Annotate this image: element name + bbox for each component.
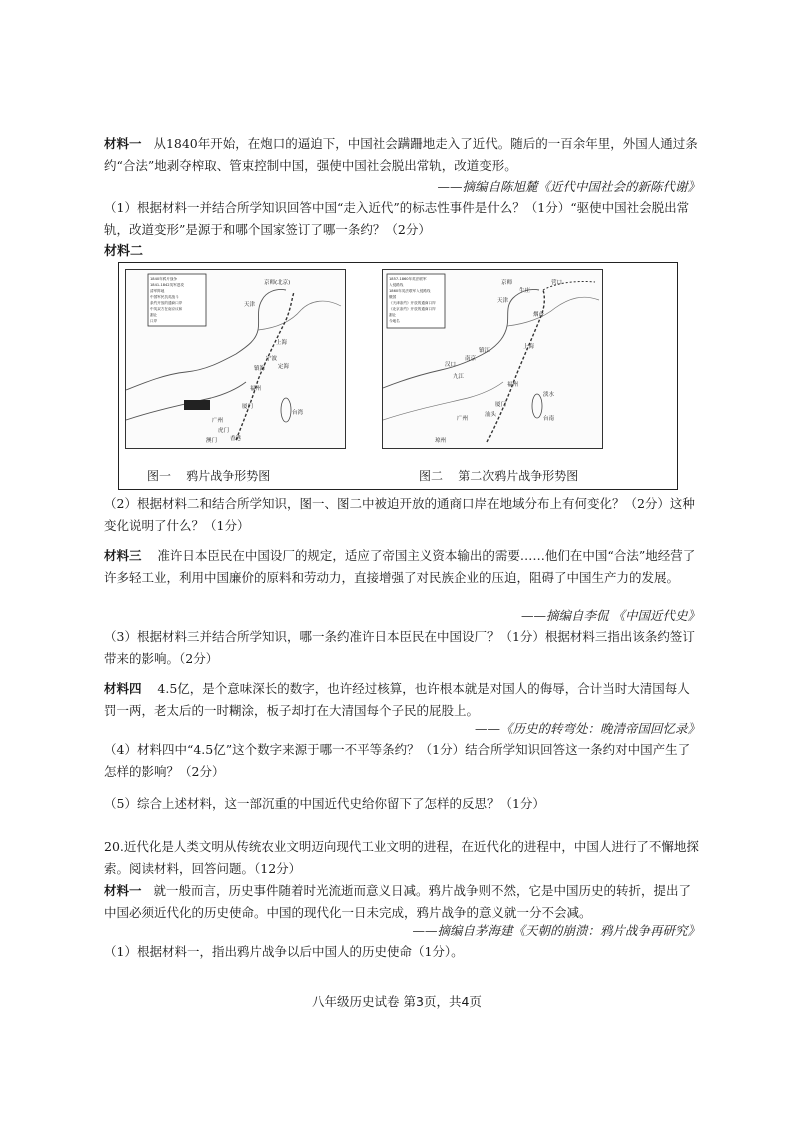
map2-caption-no: 图二: [419, 469, 444, 483]
map1-coastline-north: [258, 301, 341, 330]
material-3-text: 准许日本臣民在中国设厂的规定，适应了帝国主义资本输出的需要……他们在中国“合法”地经营了许多轻工业，利用中国廉价的原料和劳动力，直接增强了对民族企业的压迫，阻碍了中国生产力的发展。: [104, 548, 696, 585]
map2-legend-5: 《北京条约》开放的通商口岸: [389, 307, 436, 311]
map2-legend-0: 1857-1860年英法联军: [389, 277, 427, 281]
material-1-source: ——摘编自陈旭麓《近代中国社会的新陈代谢》: [437, 179, 700, 194]
map1-place-2: 宁波: [266, 356, 278, 362]
question-3: （3）根据材料三并结合所学知识，哪一条约准许日本臣民在中国设厂？（1分）根据材料三指出该条约签订带来的影响。（2分）: [104, 629, 695, 666]
map2-place-8: 汉口: [445, 362, 457, 368]
map-opium-war: [125, 269, 346, 449]
map2-legend-3: 俄国: [389, 295, 397, 299]
map-opium-war-drawing: [126, 270, 346, 449]
map-second-opium-war-drawing: [383, 270, 603, 449]
material-2-label: 材料二: [104, 244, 144, 259]
q20-material-1-paragraph: [104, 880, 700, 924]
map1-legend-5: 中英双方在南京议和: [150, 307, 183, 311]
q20-material-1-source: ——摘编自茅海建《天朝的崩溃：鸦片战争再研究》: [412, 923, 700, 938]
map1-place-6: 福州: [250, 386, 262, 392]
map1-taiwan: [281, 398, 291, 422]
map2-legend-2: 1860年英法联军入侵路线: [389, 289, 431, 293]
map-figure-frame: [118, 262, 678, 490]
map2-place-9: 九江: [453, 374, 465, 380]
map2-place-10: 福州: [507, 382, 519, 388]
question-20-intro: 20.近代化是人类文明从传统农业文明迈向现代工业文明的进程，在近代化的进程中，中国人进行了不懈地探索。阅读材料，回答问题。（12分）: [104, 839, 699, 876]
map2-legend-1: 入侵路线: [389, 283, 404, 287]
map2-place-3: 烟台: [533, 312, 545, 318]
map2-place-16: 台南: [543, 416, 555, 422]
map1-place-11: 澳门: [206, 438, 218, 444]
map2-caption-title: 第二次鸦片战争形势图: [458, 469, 579, 483]
material-3-paragraph: [104, 545, 700, 589]
map1-caption: [147, 467, 270, 484]
q20-question-1: （1）根据材料一，指出鸦片战争以后中国人的历史使命（1分）。: [104, 944, 464, 959]
map1-caption-title: 鸦片战争形势图: [186, 469, 271, 483]
map2-place-12: 厦门: [495, 402, 507, 408]
map1-legend-7: 口岸: [150, 319, 158, 323]
map1-place-1: 天津: [244, 302, 256, 308]
map1-place-7: 厦门: [242, 404, 254, 410]
question-5: （5）综合上述材料，这一部沉重的中国近代史给你留下了怎样的反思？（1分）: [104, 796, 545, 811]
map1-legend-1: 1841-1842英军进攻: [150, 283, 184, 287]
material-4-label: 材料四: [104, 681, 142, 696]
map1-legend-6: 割让: [150, 313, 158, 317]
map1-legend-2: 清军阵地: [150, 289, 165, 293]
question-4: （4）材料四中“4.5亿”这个数字来源于哪一不平等条约？（1分）结合所学知识回答这一条约对中国产生了怎样的影响？（2分）: [104, 742, 691, 779]
map2-legend-4: 《天津条约》开放的通商口岸: [389, 301, 436, 305]
map2-place-2: 营口: [551, 280, 563, 286]
material-4-paragraph: [104, 678, 700, 722]
map1-legend-3: 中国军民抗英战斗: [150, 295, 179, 299]
map2-place-11: 淡水: [543, 392, 555, 398]
map2-place-15: 琼州: [435, 438, 447, 444]
map2-place-4: 牛庄: [519, 288, 531, 294]
map2-place-14: 广州: [457, 416, 469, 422]
material-1-label: 材料一: [104, 136, 142, 151]
map2-legend-7: 今地名: [389, 319, 400, 323]
map1-place-8: 广州: [212, 418, 224, 424]
map1-place-5: 镇海: [254, 366, 266, 372]
question-2: （2）根据材料二和结合所学知识，图一、图二中被迫开放的通商口岸在地域分布上有何变化？（2分）这种变化说明了什么？（1分）: [104, 496, 695, 533]
material-3-label: 材料三: [104, 548, 142, 563]
page-footer: 八年级历史试卷 第3页，共4页: [312, 994, 482, 1009]
material-4-text: 4.5亿，是个意味深长的数字，也许经过核算，也许根本就是对国人的侮辱，合计当时大清国每人罚一两，老太后的一时糊涂，板子却打在大清国每个子民的屁股上。: [104, 681, 690, 718]
map2-caption: [419, 467, 578, 484]
map2-place-7: 上海: [523, 344, 535, 350]
map2-place-1: 天津: [497, 298, 509, 304]
map1-place-10: 香港: [230, 436, 242, 442]
map1-black-label: [184, 400, 210, 410]
q20-material-1-text: 就一般而言，历史事件随着时光流逝而意义日减。鸦片战争则不然，它是中国历史的转折，提出了中国必须近代化的历史使命。中国的现代化一日未完成，鸦片战争的意义就一分不会减。: [104, 883, 691, 920]
q20-material-1-label: 材料一: [104, 883, 142, 898]
map2-taiwan: [532, 394, 542, 418]
map2-coastline-north: [507, 297, 599, 326]
map2-legend-6: 割让: [389, 313, 397, 317]
map1-legend-0: 1840年鸦片战争: [150, 277, 178, 281]
map2-place-6: 南京: [465, 356, 477, 362]
map1-place-0: 京师(北京): [264, 280, 291, 286]
map2-place-13: 汕头: [485, 412, 497, 418]
map2-place-0: 京师: [501, 280, 513, 286]
material-4-source: ——《历史的转弯处：晚清帝国回忆录》: [474, 721, 700, 736]
question-1: （1）根据材料一并结合所学知识回答中国“走入近代”的标志性事件是什么？（1分）“驱使中国社会脱出常轨，改道变形”是源于和哪个国家签订了哪一条约？（2分）: [104, 200, 690, 237]
material-1-paragraph: [104, 133, 700, 177]
map1-place-9: 虎门: [218, 428, 230, 434]
map-second-opium-war: [382, 269, 603, 449]
map2-place-5: 镇江: [479, 348, 491, 354]
map1-place-12: 台湾: [292, 410, 304, 416]
map1-caption-no: 图一: [147, 469, 172, 483]
map1-place-4: 定海: [278, 364, 290, 370]
map1-legend-4: 条约开放的通商口岸: [150, 301, 183, 305]
material-1-text: 从1840年开始，在炮口的逼迫下，中国社会蹒跚地走入了近代。随后的一百余年里，外国人通过条约“合法”地剥夺榨取、管束控制中国，强使中国社会脱出常轨，改道变形。: [104, 136, 698, 173]
map1-place-3: 上海: [276, 340, 288, 346]
material-3-source: ——摘编自李侃 《中国近代史》: [521, 608, 700, 623]
